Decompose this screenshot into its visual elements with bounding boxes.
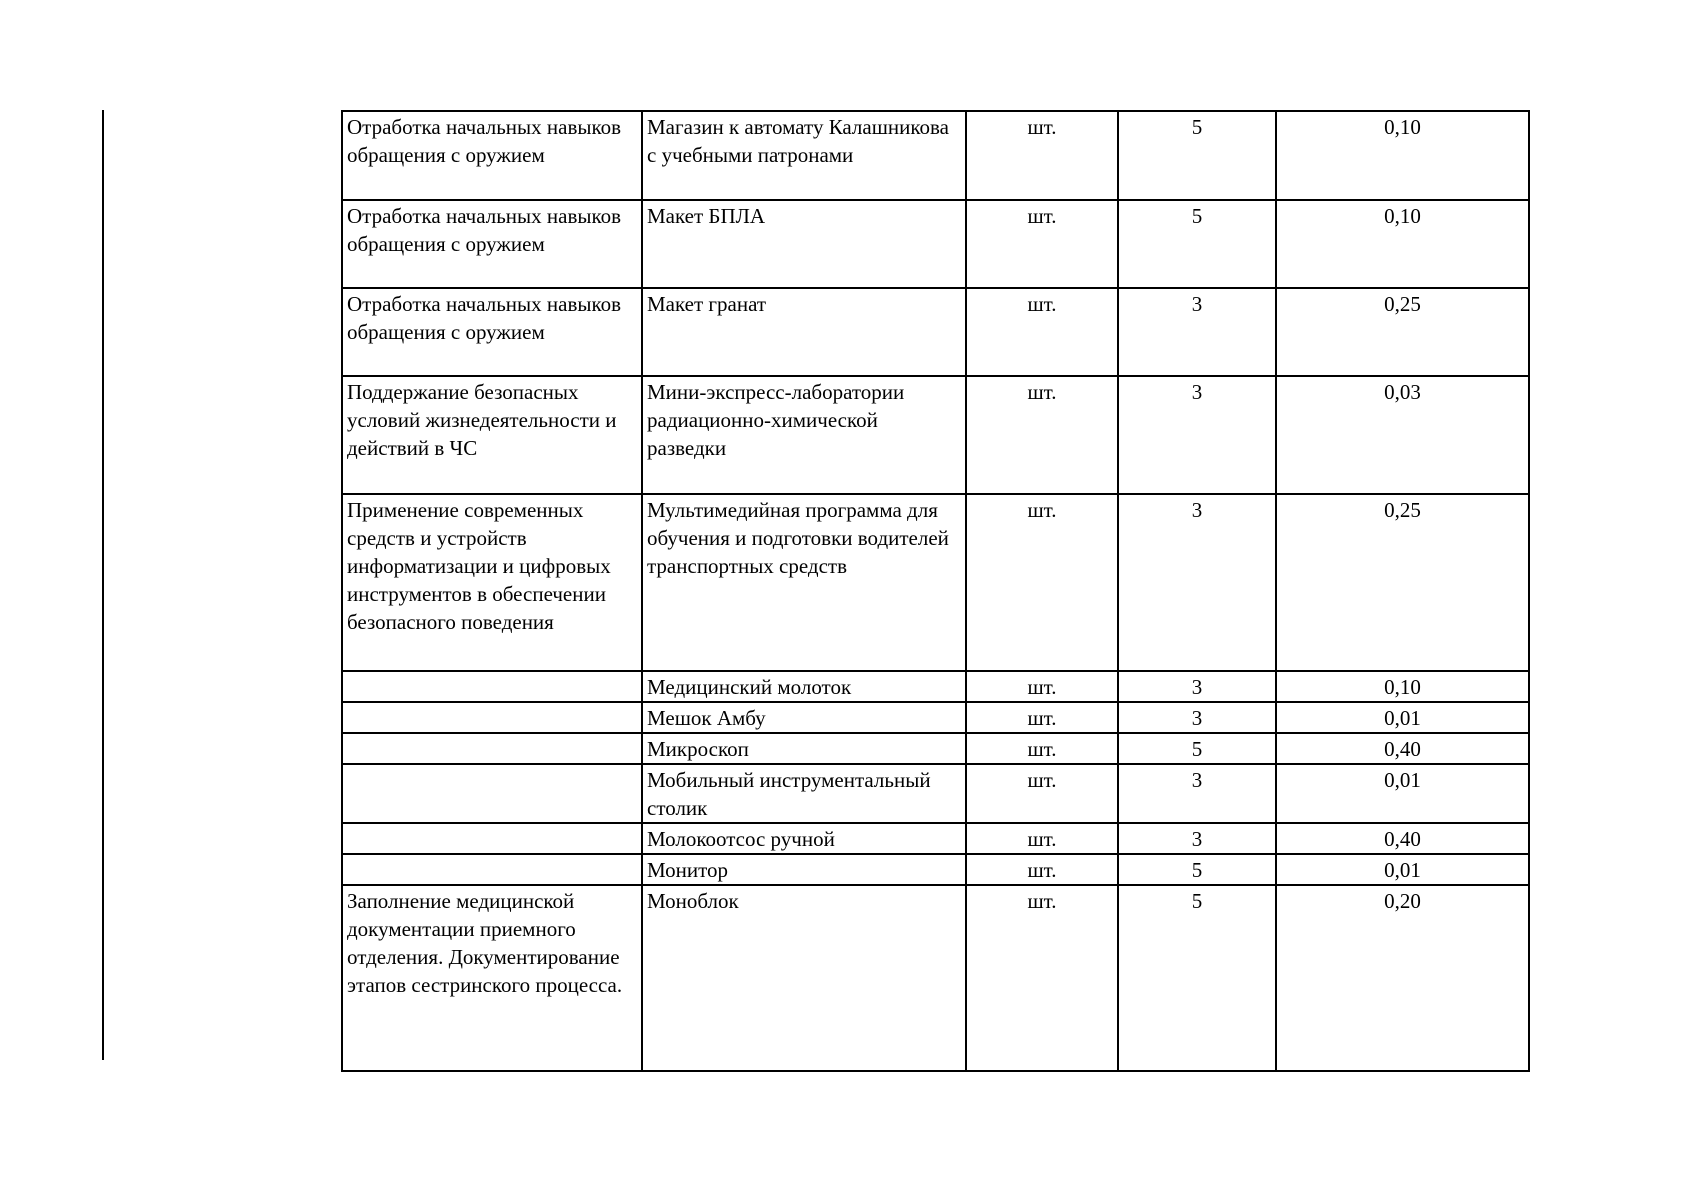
item-name-cell: Мобильный инструментальный столик bbox=[642, 764, 966, 823]
activity-cell bbox=[342, 823, 642, 854]
activity-cell bbox=[342, 733, 642, 764]
table-row bbox=[342, 494, 1529, 671]
item-name-cell: Монитор bbox=[642, 854, 966, 885]
coefficient-cell: 0,40 bbox=[1276, 733, 1529, 764]
quantity-cell: 5 bbox=[1118, 111, 1276, 200]
unit-cell: шт. bbox=[966, 823, 1118, 854]
table-row bbox=[342, 111, 1529, 200]
coefficient-cell: 0,10 bbox=[1276, 111, 1529, 200]
item-name-cell: Магазин к автомату Калашникова с учебными патронами bbox=[642, 111, 966, 200]
quantity-cell: 3 bbox=[1118, 702, 1276, 733]
coefficient-cell: 0,01 bbox=[1276, 854, 1529, 885]
quantity-cell: 3 bbox=[1118, 494, 1276, 671]
table-row bbox=[342, 733, 1529, 764]
quantity-cell: 5 bbox=[1118, 885, 1276, 1071]
quantity-cell: 3 bbox=[1118, 376, 1276, 494]
unit-cell: шт. bbox=[966, 854, 1118, 885]
table-row bbox=[342, 823, 1529, 854]
quantity-cell: 5 bbox=[1118, 733, 1276, 764]
unit-cell: шт. bbox=[966, 733, 1118, 764]
activity-cell bbox=[342, 854, 642, 885]
unit-cell: шт. bbox=[966, 288, 1118, 376]
item-name-cell: Макет БПЛА bbox=[642, 200, 966, 288]
unit-cell: шт. bbox=[966, 764, 1118, 823]
coefficient-cell: 0,01 bbox=[1276, 764, 1529, 823]
table-row bbox=[342, 885, 1529, 1071]
activity-cell bbox=[342, 702, 642, 733]
coefficient-cell: 0,10 bbox=[1276, 671, 1529, 702]
unit-cell: шт. bbox=[966, 111, 1118, 200]
table-row bbox=[342, 764, 1529, 823]
activity-cell bbox=[342, 671, 642, 702]
coefficient-cell: 0,40 bbox=[1276, 823, 1529, 854]
item-name-cell: Макет гранат bbox=[642, 288, 966, 376]
coefficient-cell: 0,10 bbox=[1276, 200, 1529, 288]
table-row bbox=[342, 854, 1529, 885]
unit-cell: шт. bbox=[966, 494, 1118, 671]
unit-cell: шт. bbox=[966, 671, 1118, 702]
quantity-cell: 5 bbox=[1118, 854, 1276, 885]
table-row bbox=[342, 288, 1529, 376]
item-name-cell: Микроскоп bbox=[642, 733, 966, 764]
quantity-cell: 3 bbox=[1118, 823, 1276, 854]
coefficient-cell: 0,01 bbox=[1276, 702, 1529, 733]
activity-cell: Отработка начальных навыков обращения с оружием bbox=[342, 200, 642, 288]
item-name-cell: Молокоотсос ручной bbox=[642, 823, 966, 854]
activity-cell: Отработка начальных навыков обращения с оружием bbox=[342, 111, 642, 200]
table-row bbox=[342, 671, 1529, 702]
unit-cell: шт. bbox=[966, 200, 1118, 288]
item-name-cell: Медицинский молоток bbox=[642, 671, 966, 702]
coefficient-cell: 0,03 bbox=[1276, 376, 1529, 494]
activity-cell: Поддержание безопасных условий жизнедеятельности и действий в ЧС bbox=[342, 376, 642, 494]
quantity-cell: 3 bbox=[1118, 764, 1276, 823]
unit-cell: шт. bbox=[966, 885, 1118, 1071]
activity-cell bbox=[342, 764, 642, 823]
coefficient-cell: 0,25 bbox=[1276, 494, 1529, 671]
item-name-cell: Мини-экспресс-лаборатории радиационно-химической разведки bbox=[642, 376, 966, 494]
unit-cell: шт. bbox=[966, 702, 1118, 733]
quantity-cell: 5 bbox=[1118, 200, 1276, 288]
coefficient-cell: 0,25 bbox=[1276, 288, 1529, 376]
equipment-table bbox=[341, 110, 1530, 1072]
activity-cell: Заполнение медицинской документации приемного отделения. Документирование этапов сестринского процесса. bbox=[342, 885, 642, 1071]
quantity-cell: 3 bbox=[1118, 671, 1276, 702]
activity-cell: Применение современных средств и устройств информатизации и цифровых инструментов в обеспечении безопасного поведения bbox=[342, 494, 642, 671]
table-row bbox=[342, 200, 1529, 288]
item-name-cell: Моноблок bbox=[642, 885, 966, 1071]
table-row bbox=[342, 702, 1529, 733]
activity-cell: Отработка начальных навыков обращения с оружием bbox=[342, 288, 642, 376]
item-name-cell: Мультимедийная программа для обучения и подготовки водителей транспортных средств bbox=[642, 494, 966, 671]
quantity-cell: 3 bbox=[1118, 288, 1276, 376]
coefficient-cell: 0,20 bbox=[1276, 885, 1529, 1071]
unit-cell: шт. bbox=[966, 376, 1118, 494]
page-margin-line bbox=[102, 110, 104, 1060]
item-name-cell: Мешок Амбу bbox=[642, 702, 966, 733]
table-row bbox=[342, 376, 1529, 494]
